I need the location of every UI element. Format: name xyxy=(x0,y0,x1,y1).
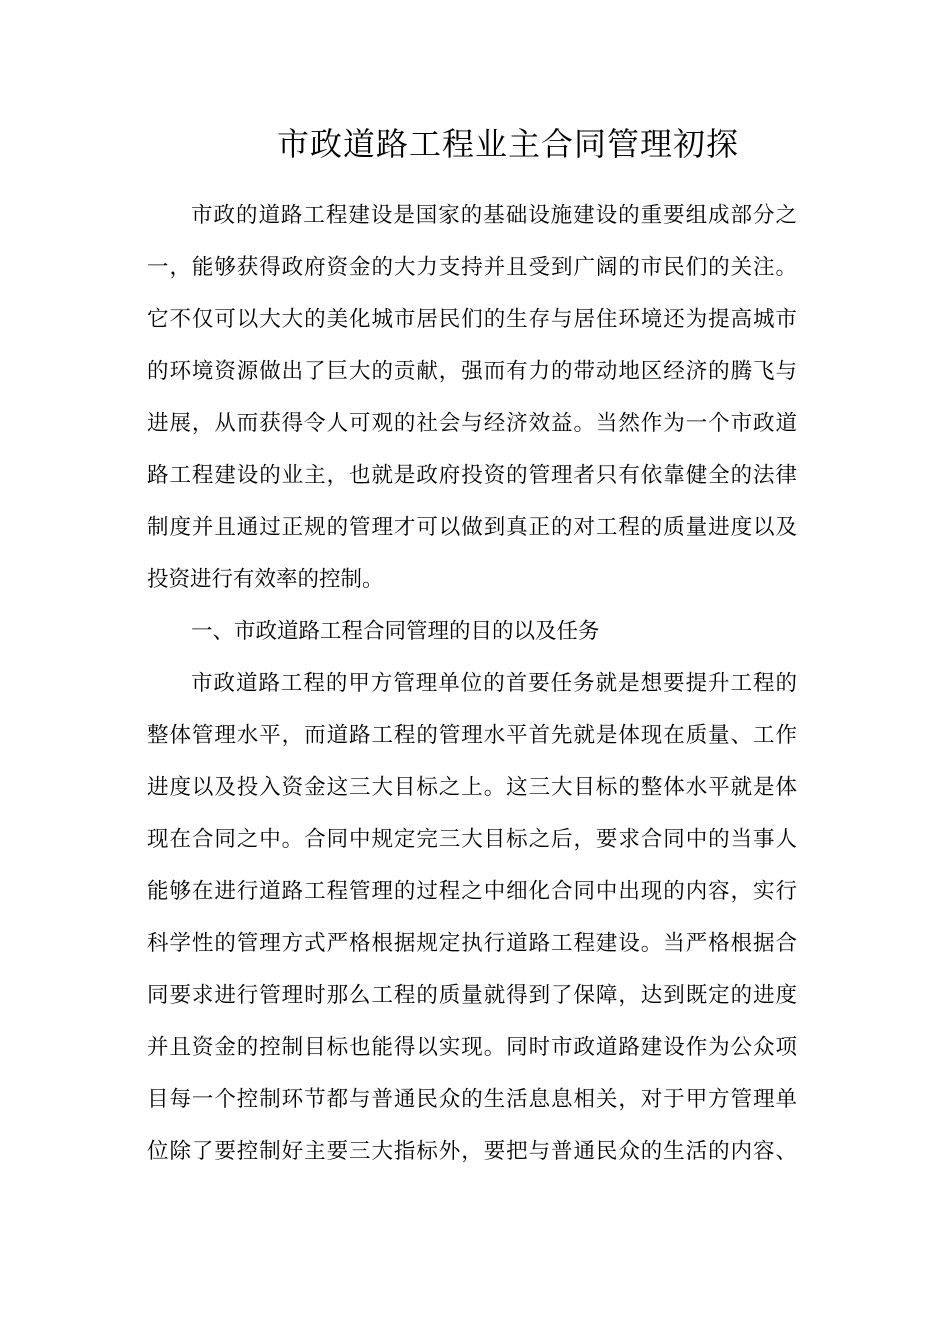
paragraph-line: 一，能够获得政府资金的大力支持并且受到广阔的市民们的关注。 xyxy=(147,255,797,280)
paragraph-line: 位除了要控制好主要三大指标外，要把与普通民众的生活的内容、 xyxy=(147,1139,797,1164)
paragraph-line: 目每一个控制环节都与普通民众的生活息息相关，对于甲方管理单 xyxy=(147,1087,797,1112)
section-heading: 一、市政道路工程合同管理的目的以及任务 xyxy=(191,619,600,644)
paragraph-line: 科学性的管理方式严格根据规定执行道路工程建设。当严格根据合 xyxy=(147,931,797,956)
paragraph-line: 投资进行有效率的控制。 xyxy=(147,567,384,592)
paragraph-line: 同要求进行管理时那么工程的质量就得到了保障，达到既定的进度 xyxy=(147,983,797,1008)
paragraph-line: 进展，从而获得令人可观的社会与经济效益。当然作为一个市政道 xyxy=(147,411,797,436)
paragraph-line: 现在合同之中。合同中规定完三大目标之后，要求合同中的当事人 xyxy=(147,827,797,852)
paragraph-line: 能够在进行道路工程管理的过程之中细化合同中出现的内容，实行 xyxy=(147,879,797,904)
paragraph-line: 整体管理水平，而道路工程的管理水平首先就是体现在质量、工作 xyxy=(147,723,797,748)
paragraph-line: 进度以及投入资金这三大目标之上。这三大目标的整体水平就是体 xyxy=(147,775,797,800)
paragraph-line: 并且资金的控制目标也能得以实现。同时市政道路建设作为公众项 xyxy=(147,1035,797,1060)
document-title: 市政道路工程业主合同管理初探 xyxy=(276,125,739,163)
paragraph-line: 市政道路工程的甲方管理单位的首要任务就是想要提升工程的 xyxy=(191,671,797,696)
paragraph-line: 的环境资源做出了巨大的贡献，强而有力的带动地区经济的腾飞与 xyxy=(147,359,797,384)
paragraph-line: 市政的道路工程建设是国家的基础设施建设的重要组成部分之 xyxy=(191,203,797,228)
paragraph-line: 路工程建设的业主，也就是政府投资的管理者只有依靠健全的法律 xyxy=(147,463,797,488)
paragraph-line: 制度并且通过正规的管理才可以做到真正的对工程的质量进度以及 xyxy=(147,515,797,540)
paragraph-line: 它不仅可以大大的美化城市居民们的生存与居住环境还为提高城市 xyxy=(147,307,797,332)
